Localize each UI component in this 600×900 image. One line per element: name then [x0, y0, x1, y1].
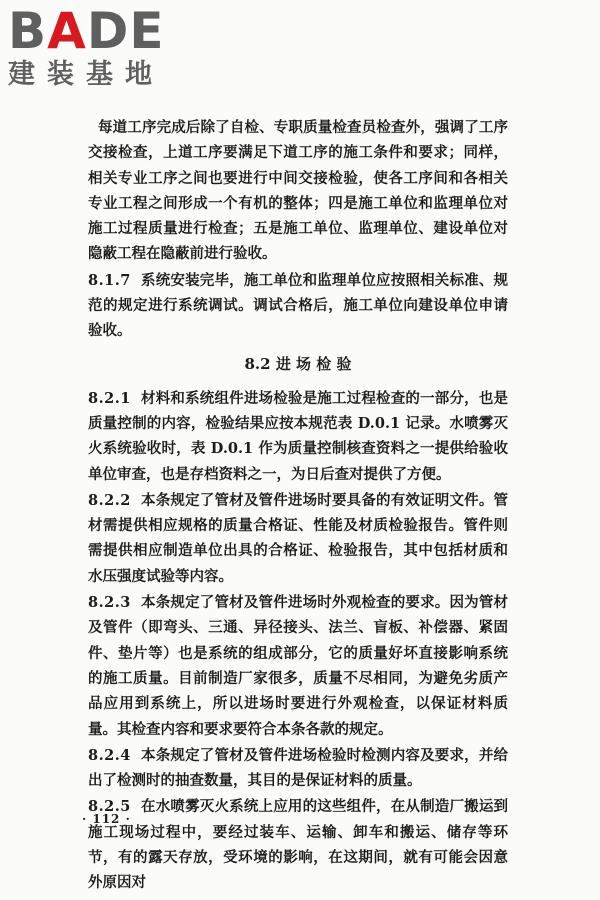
page-body	[88, 115, 508, 897]
clause-number: 8.2.3	[88, 594, 131, 612]
logo-letter-b: B	[8, 2, 48, 60]
logo-subtitle: 建装基地	[8, 59, 164, 90]
logo-letter-a: A	[47, 2, 87, 60]
page-number: · 112 ·	[82, 812, 131, 826]
paragraph	[88, 488, 508, 589]
paragraph	[88, 268, 508, 344]
clause-number: 8.2.1	[88, 389, 131, 407]
logo-letters-de: DE	[86, 2, 165, 60]
clause-number: 8.2.4	[88, 746, 131, 764]
paragraph	[88, 590, 508, 742]
clause-number: 8.1.7	[88, 271, 131, 289]
paragraph-text: 本条规定了管材及管件进场检验时检测内容及要求，并给出了检测时的抽查数量，其目的是保证材料的质量。	[88, 746, 508, 790]
paragraph	[88, 743, 508, 794]
clause-number: 8.2.2	[88, 491, 131, 509]
site-logo	[8, 2, 178, 90]
paragraph-text: 在水喷雾灭火系统上应用的这些组件，在从制造厂搬运到施工现场过程中，要经过装车、运输、卸车和搬运、储存等环节，有的露天存放，受环境的影响，在这期间，就有可能会因意外原因对	[88, 798, 508, 892]
paragraph-text: 本条规定了管材及管件进场时外观检查的要求。因为管材及管件（即弯头、三通、异径接头、法兰、盲板、补偿器、紧固件、垫片等）也是系统的组成部分，它的质量好坏直接影响系统的施工质量。目前制造厂家很多，质量不尽相同，为避免劣质产品应用到系统上，所以进场时要进行外观检查，以保证材料质量。其检查内容和要求要符合本条各款的规定。	[88, 594, 508, 738]
paragraph-text: 每道工序完成后除了自检、专职质量检查员检查外，强调了工序交接检查，上道工序要满足下道工序的施工条件和要求；同样，相关专业工序之间也要进行中间交接检验，使各工序间和各相关专业工程之间形成一个有机的整体；四是施工单位和监理单位对施工过程质量进行检查；五是施工单位、监理单位、建设单位对隐蔽工程在隐蔽前进行验收。	[88, 119, 508, 263]
section-title: 8.2 进 场 检 验	[244, 354, 352, 373]
paragraph-text: 材料和系统组件进场检验是施工过程检查的一部分，也是质量控制的内容，检验结果应按本规范表 D.0.1 记录。水喷雾灭火系统验收时，表 D.0.1 作为质量控制核查资料之一提供给验收单位审查，也是存档资料之一，为日后查对提供了方便。	[88, 389, 508, 483]
paragraph	[88, 386, 508, 487]
logo-mark	[8, 2, 178, 60]
paragraph	[88, 794, 508, 895]
paragraph	[88, 115, 508, 267]
clause-number: 8.2.5	[88, 798, 131, 816]
paragraph-text: 系统安装完毕，施工单位和监理单位应按照相关标准、规范的规定进行系统调试。调试合格后，施工单位向建设单位申请验收。	[88, 271, 508, 340]
paragraph-text: 本条规定了管材及管件进场时要具备的有效证明文件。管材需提供相应规格的质量合格证、性能及材质检验报告。管件则需提供相应制造单位出具的合格证、检验报告，其中包括材质和水压强度试验等内容。	[88, 491, 508, 585]
